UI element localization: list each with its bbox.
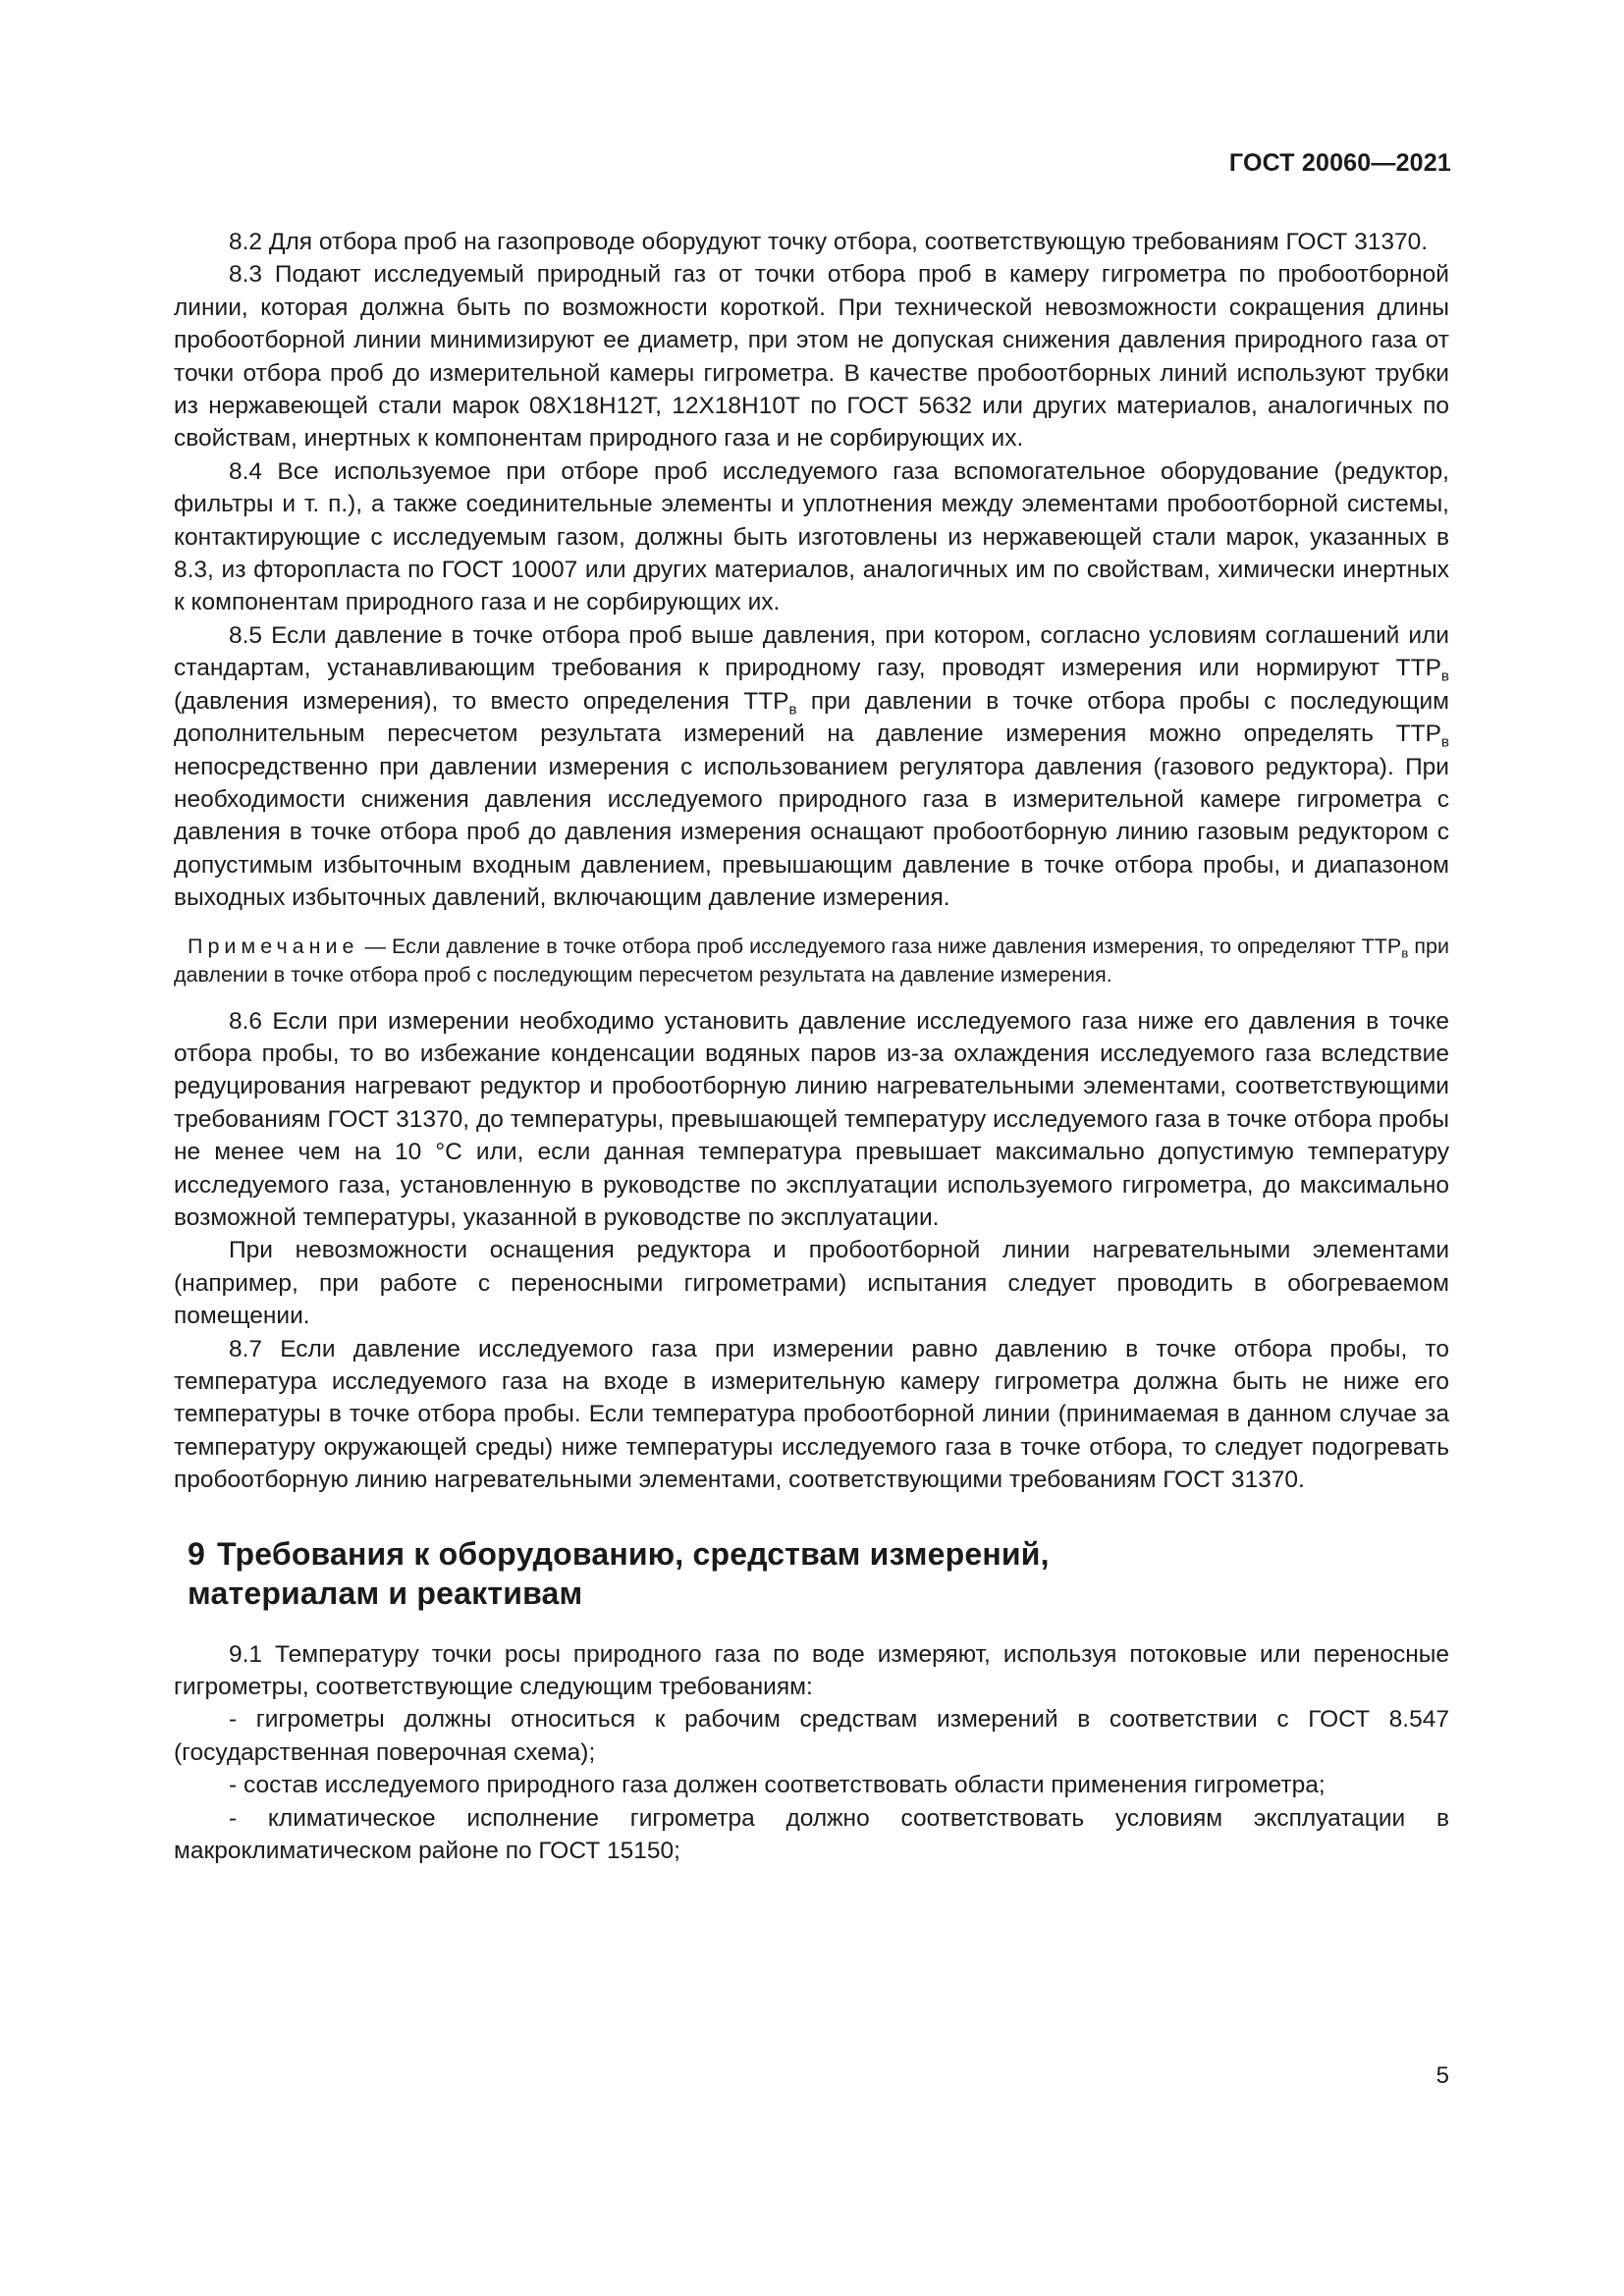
paragraph-9-1: 9.1 Температуру точки росы природного газа по воде измеряют, используя потоковые или переносные гигрометры, соответствующие следующим требованиям: <box>174 1640 1449 1701</box>
list-item: - климатическое исполнение гигрометра должно соответствовать условиям эксплуатации в макроклиматическом районе по ГОСТ 15150; <box>174 1804 1449 1865</box>
paragraph-8-4: 8.4 Все используемое при отборе проб исследуемого газа вспомогательное оборудование (редуктор, фильтры и т. п.), а также соединительные элементы и уплотнения между элементами пробоотборной системы, контактирующие с исследуемым газом, должны быть изготовлены из нержавеющей стали марок, указанных в 8.3, из фторопласта по ГОСТ 10007 или других материалов, аналогичных им по свойствам, химически инертных к компонентам природного газа и не сорбирующих их. <box>174 457 1449 616</box>
paragraph-8-5-part-a: 8.5 Если давление в точке отбора проб выше давления, при котором, согласно условиям соглашений или стандартам, устанавливающим требования к природному газу, проводят измерения или нормируют ТТР <box>174 621 1449 682</box>
paragraph-8-5-part-c: при давлении в точке отбора пробы с последующим дополнительным пересчетом результата измерений на давление измерения можно определять ТТР <box>174 687 1449 748</box>
subscript-v: в <box>1440 667 1449 685</box>
paragraph-8-6: 8.6 Если при измерении необходимо установить давление исследуемого газа ниже его давления в точке отбора пробы, то во избежание конденсации водяных паров из-за охлаждения исследуемого газа вследствие редуцирования нагревают редуктор и пробоотборную линию нагревательными элементами, соответствующими требованиям ГОСТ 31370, до температуры, превышающей температуру исследуемого газа в точке отбора пробы не менее чем на 10 °С или, если данная температура превышает максимально допустимую температуру исследуемого газа, установленную в руководстве по эксплуатации используемого гигрометра, до максимально возможной температуры, указанной в руководстве по эксплуатации. <box>174 1007 1449 1231</box>
section-title-line1: Требования к оборудованию, средствам измерений, <box>217 1535 1050 1572</box>
document-code-header: ГОСТ 20060—2021 <box>1228 149 1451 177</box>
paragraph-8-5-part-b: (давления измерения), то вместо определения ТТР <box>174 687 789 715</box>
section-number: 9 <box>188 1535 205 1572</box>
section-9-heading <box>188 1534 1449 1613</box>
list-item: - гигрометры должны относиться к рабочим средствам измерений в соответствии с ГОСТ 8.547 (государственная поверочная схема); <box>174 1706 1449 1766</box>
list-item: - состав исследуемого природного газа должен соответствовать области применения гигрометра; <box>229 1772 1326 1799</box>
section-9-heading-line1 <box>188 1534 1449 1574</box>
paragraph-8-7: 8.7 Если давление исследуемого газа при измерении равно давлению в точке отбора пробы, то температура исследуемого газа на входе в измерительную камеру гигрометра должна быть не ниже его температуры в точке отбора пробы. Если температура пробоотборной линии (принимаемая в данном случае за температуру окружающей среды) ниже температуры исследуемого газа в точке отбора, то следует подогревать пробоотборную линию нагревательными элементами, соответствующими требованиям ГОСТ 31370. <box>174 1335 1449 1494</box>
paragraph-8-6-continuation: При невозможности оснащения редуктора и пробоотборной линии нагревательными элементами (например, при работе с переносными гигрометрами) испытания следует проводить в обогреваемом помещении. <box>174 1237 1449 1330</box>
note-label: Примечание <box>188 934 359 958</box>
paragraph-8-5-part-d: непосредственно при давлении измерения с использованием регулятора давления (газового редуктора). При необходимости снижения давления исследуемого природного газа в измерительной камере гигрометра с давления в точке отбора проб до давления измерения оснащают пробоотборную линию газовым редуктором с допустимым избыточным входным давлением, превышающим давление в точке отбора пробы, и диапазоном выходных избыточных давлений, включающим давление измерения. <box>174 753 1449 912</box>
paragraph-8-2: 8.2 Для отбора проб на газопроводе оборудуют точку отбора, соответствующую требованиям ГОСТ 31370. <box>229 229 1429 255</box>
note-text-b: при давлении в точке отбора проб с последующим пересчетом результата на давление измерения. <box>174 934 1450 987</box>
paragraph-8-3: 8.3 Подают исследуемый природный газ от точки отбора проб в камеру гигрометра по пробоотборной линии, которая должна быть по возможности короткой. При технической невозможности сокращения длины пробоотборной линии минимизируют ее диаметр, при этом не допуская снижения давления природного газа от точки отбора проб до измерительной камеры гигрометра. В качестве пробоотборных линий используют трубки из нержавеющей стали марок 08Х18Н12Т, 12Х18Н10Т по ГОСТ 5632 или других материалов, аналогичных по свойствам, инертных к компонентам природного газа и не сорбирующих их. <box>174 261 1449 453</box>
page-body <box>174 226 1449 1867</box>
subscript-v: в <box>788 701 797 718</box>
section-title-line2: материалам и реактивам <box>188 1575 583 1611</box>
subscript-v: в <box>1401 945 1409 961</box>
note-8-5 <box>174 933 1449 989</box>
paragraph-8-5 <box>174 619 1449 915</box>
page-number: 5 <box>1435 2062 1449 2089</box>
subscript-v: в <box>1440 733 1449 751</box>
note-text-a: — Если давление в точке отбора проб исследуемого газа ниже давления измерения, то определяют ТТР <box>358 934 1402 958</box>
